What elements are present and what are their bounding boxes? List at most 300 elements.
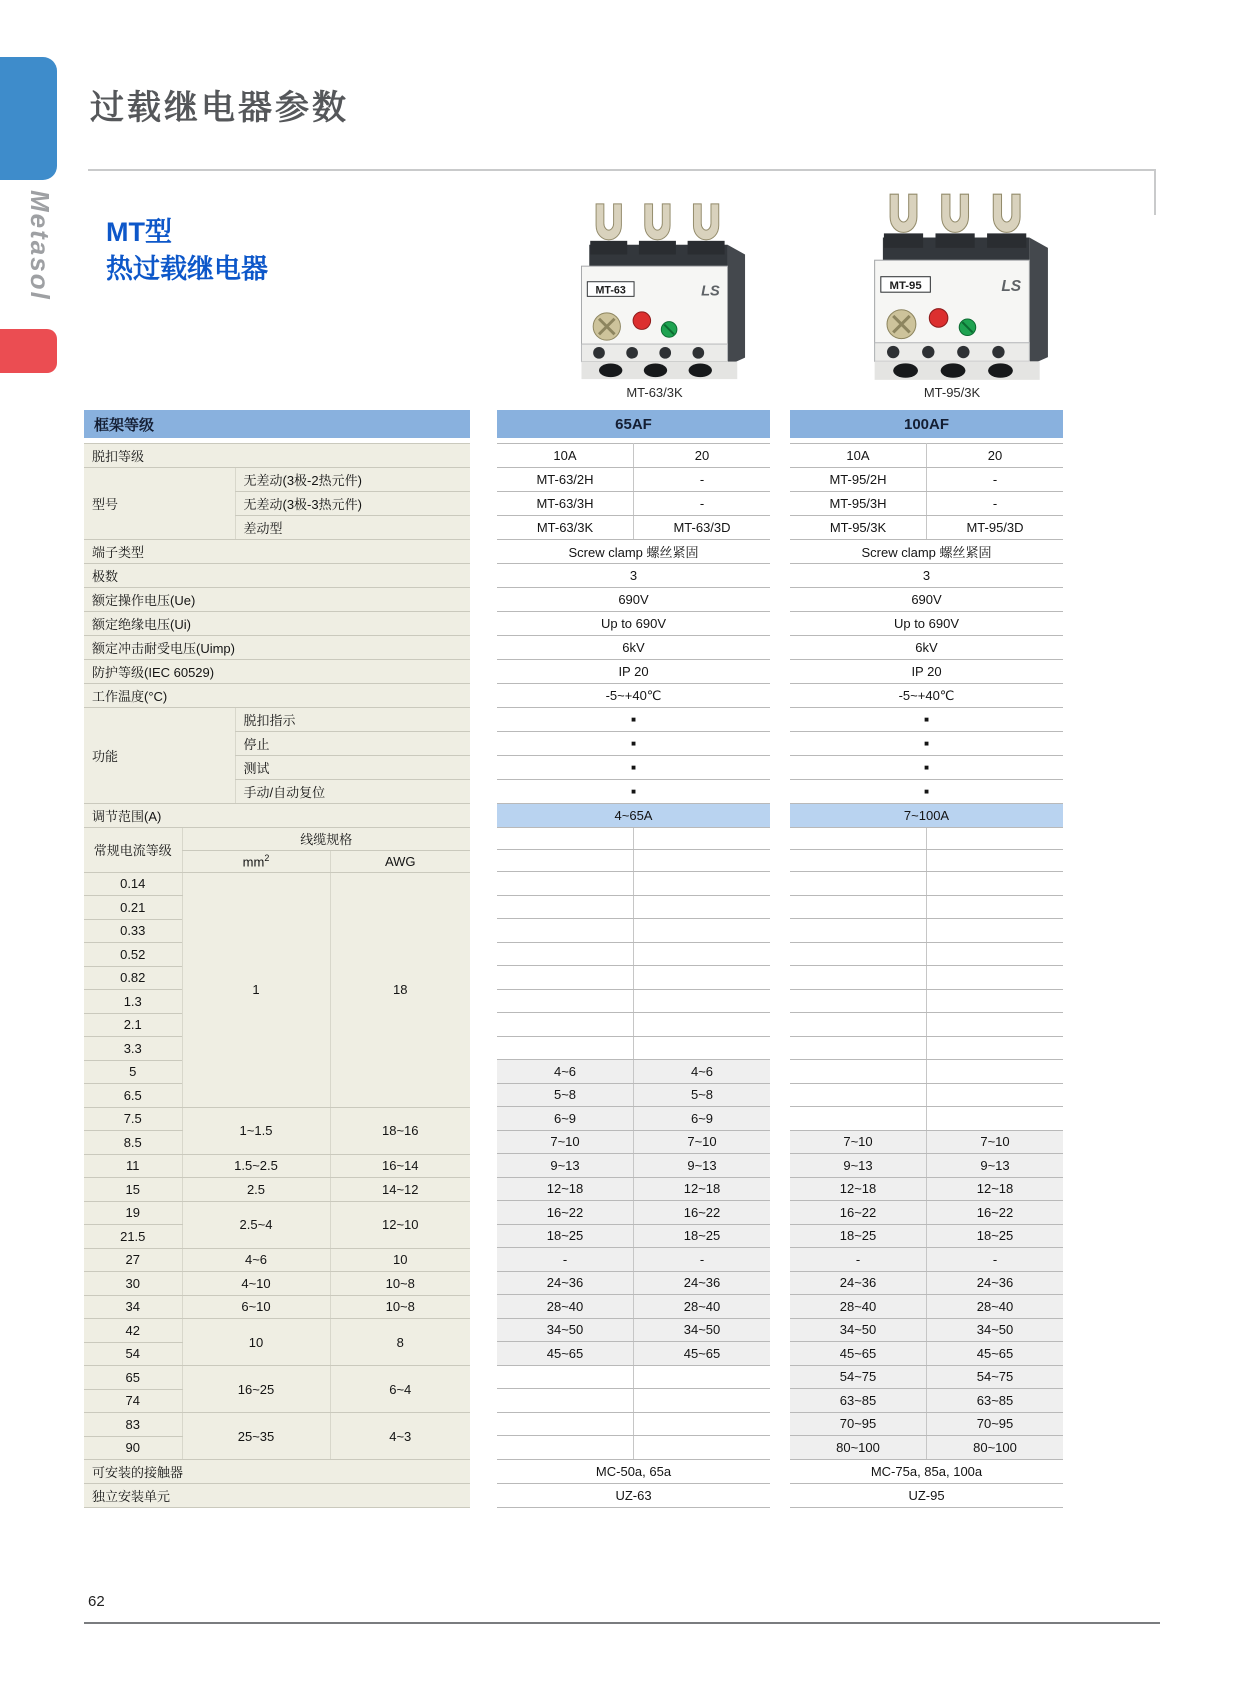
value-cell: 9~13 — [790, 1154, 927, 1178]
value-cell: MT-95/3D — [927, 516, 1064, 540]
value-cell: - — [790, 1248, 927, 1272]
empty-cell — [790, 828, 927, 850]
table-row — [497, 516, 770, 540]
value-cell: 28~40 — [927, 1295, 1064, 1319]
title-rule — [88, 169, 1156, 171]
value-cell — [927, 1083, 1064, 1107]
value-cell: 10A — [790, 444, 927, 468]
current-class-cell: 15 — [84, 1178, 182, 1202]
table-row — [84, 468, 470, 492]
section-heading-line2: 热过载继电器 — [106, 254, 268, 284]
value-cell: 5~8 — [497, 1083, 634, 1107]
table-row — [84, 1460, 470, 1484]
table-row — [497, 1013, 770, 1037]
value-cell: 20 — [634, 444, 771, 468]
value-cell — [927, 919, 1064, 943]
table-row — [790, 989, 1063, 1013]
spec-sub-cell: 手动/自动复位 — [235, 780, 470, 804]
value-cell — [790, 872, 927, 896]
empty-cell — [634, 850, 771, 872]
table-row — [84, 828, 470, 850]
value-cell — [790, 1060, 927, 1084]
value-cell: 28~40 — [497, 1295, 634, 1319]
table-row — [790, 1271, 1063, 1295]
table-row — [790, 540, 1063, 564]
range-cell: 7~100A — [790, 804, 1063, 828]
table-row — [497, 1436, 770, 1460]
spec-label-cell: 极数 — [84, 564, 470, 588]
value-cell: 34~50 — [790, 1318, 927, 1342]
value-cell: 7~10 — [634, 1130, 771, 1154]
value-cell: IP 20 — [497, 660, 770, 684]
table-row — [790, 444, 1063, 468]
title-rule-corner — [1154, 169, 1156, 215]
value-cell: 16~22 — [634, 1201, 771, 1225]
value-cell: 45~65 — [497, 1342, 634, 1366]
table-row — [790, 612, 1063, 636]
table-row — [497, 1083, 770, 1107]
table-row — [497, 828, 770, 850]
value-cell — [634, 872, 771, 896]
table-row — [84, 1201, 470, 1225]
value-cell: 7~10 — [497, 1130, 634, 1154]
value-cell — [497, 942, 634, 966]
value-cell: ■ — [497, 756, 770, 780]
section-heading-line1: MT型 — [106, 217, 172, 247]
spec-label-cell: 防护等级(IEC 60529) — [84, 660, 470, 684]
value-cell — [790, 919, 927, 943]
table-row — [790, 1036, 1063, 1060]
value-cell: ■ — [497, 780, 770, 804]
wire-mm2-cell: 6~10 — [182, 1295, 330, 1319]
table-row — [497, 1389, 770, 1413]
table-row — [790, 1412, 1063, 1436]
spec-sub-cell: 测试 — [235, 756, 470, 780]
product-photo-mt95 — [842, 188, 1062, 384]
value-cell: Screw clamp 螺丝紧固 — [790, 540, 1063, 564]
current-class-cell: 5 — [84, 1060, 182, 1084]
value-cell — [634, 919, 771, 943]
value-cell — [634, 942, 771, 966]
table-row — [790, 1459, 1063, 1483]
value-cell: -5~+40℃ — [790, 684, 1063, 708]
value-cell: - — [927, 492, 1064, 516]
table-row — [790, 1083, 1063, 1107]
table-row — [790, 828, 1063, 850]
value-cell: 54~75 — [927, 1365, 1064, 1389]
value-cell — [497, 895, 634, 919]
table-row — [84, 1248, 470, 1272]
wire-awg-cell: 10~8 — [330, 1295, 470, 1319]
value-cell: Screw clamp 螺丝紧固 — [497, 540, 770, 564]
value-cell: 45~65 — [790, 1342, 927, 1366]
value-cell: 16~22 — [790, 1201, 927, 1225]
table-row — [84, 588, 470, 612]
footer-rule — [84, 1622, 1160, 1624]
footer-label-cell: 可安装的接触器 — [84, 1460, 470, 1484]
current-class-cell: 0.21 — [84, 896, 182, 920]
table-row — [84, 1154, 470, 1178]
current-class-cell: 7.5 — [84, 1107, 182, 1131]
value-cell — [634, 989, 771, 1013]
red-index-tab — [0, 329, 57, 373]
value-cell: 70~95 — [927, 1412, 1064, 1436]
current-class-cell: 21.5 — [84, 1225, 182, 1249]
wire-awg-cell: 16~14 — [330, 1154, 470, 1178]
value-cell — [497, 1365, 634, 1389]
value-cell — [634, 1436, 771, 1460]
table-row — [790, 1342, 1063, 1366]
table-row — [497, 804, 770, 828]
value-cell: 24~36 — [497, 1271, 634, 1295]
wire-mm2-cell: 4~10 — [182, 1272, 330, 1296]
spec-label-cell: 型号 — [84, 468, 235, 540]
table-row — [790, 872, 1063, 896]
value-cell — [927, 895, 1064, 919]
value-cell: ■ — [790, 780, 1063, 804]
footer-value-cell: UZ-95 — [790, 1483, 1063, 1507]
table-row — [790, 895, 1063, 919]
current-class-cell: 11 — [84, 1154, 182, 1178]
blue-index-tab — [0, 57, 57, 180]
table-row — [790, 1365, 1063, 1389]
table-row — [497, 612, 770, 636]
value-cell: Up to 690V — [790, 612, 1063, 636]
value-cell: ■ — [497, 708, 770, 732]
table-row — [497, 708, 770, 732]
value-cell — [497, 1036, 634, 1060]
table-row — [497, 1107, 770, 1131]
table-row — [497, 684, 770, 708]
wire-awg-cell: 8 — [330, 1319, 470, 1366]
spec-label-cell: 调节范围(A) — [84, 804, 470, 828]
value-cell: 18~25 — [790, 1224, 927, 1248]
value-cell: MT-95/3K — [790, 516, 927, 540]
spec-label-cell: 额定冲击耐受电压(Uimp) — [84, 636, 470, 660]
table-row — [497, 850, 770, 872]
value-cell: MT-63/3D — [634, 516, 771, 540]
empty-cell — [497, 828, 634, 850]
table-row — [790, 516, 1063, 540]
current-class-cell: 0.14 — [84, 872, 182, 896]
current-class-cell: 0.82 — [84, 966, 182, 990]
current-label-table — [84, 828, 470, 1508]
current-class-cell: 1.3 — [84, 990, 182, 1014]
value-cell: 6kV — [497, 636, 770, 660]
value-cell — [790, 966, 927, 990]
spec-label-cell: 端子类型 — [84, 540, 470, 564]
value-cell — [790, 1083, 927, 1107]
value-cell — [790, 1036, 927, 1060]
value-cell: 9~13 — [634, 1154, 771, 1178]
wire-mm2-cell: 4~6 — [182, 1248, 330, 1272]
table-row — [497, 1271, 770, 1295]
value-cell: - — [497, 1248, 634, 1272]
wire-awg-cell: 12~10 — [330, 1201, 470, 1248]
table-row — [790, 492, 1063, 516]
value-cell — [790, 1013, 927, 1037]
product-photo-mt63 — [552, 198, 757, 383]
value-cell: 4~6 — [634, 1060, 771, 1084]
table-row — [84, 1484, 470, 1508]
table-row — [84, 1319, 470, 1343]
table-row — [84, 564, 470, 588]
wire-awg-header: AWG — [330, 850, 470, 872]
wire-awg-cell: 4~3 — [330, 1413, 470, 1460]
value-cell: MT-63/3H — [497, 492, 634, 516]
value-cell — [634, 1036, 771, 1060]
value-cell: MT-95/2H — [790, 468, 927, 492]
value-cell: 20 — [927, 444, 1064, 468]
spec-label-cell: 额定操作电压(Ue) — [84, 588, 470, 612]
table-row — [497, 1201, 770, 1225]
value-cell: 80~100 — [790, 1436, 927, 1460]
current-class-cell: 0.52 — [84, 943, 182, 967]
value-cell: 80~100 — [927, 1436, 1064, 1460]
value-cell: MT-95/3H — [790, 492, 927, 516]
table-row — [790, 1248, 1063, 1272]
spec-sub-cell: 差动型 — [235, 516, 470, 540]
table-row — [497, 989, 770, 1013]
value-cell: 18~25 — [497, 1224, 634, 1248]
value-cell: 12~18 — [497, 1177, 634, 1201]
left-current-body — [84, 828, 470, 1508]
table-row — [790, 732, 1063, 756]
value-cell: 24~36 — [634, 1271, 771, 1295]
table-row — [790, 850, 1063, 872]
value-cell: 6~9 — [497, 1107, 634, 1131]
table-row — [497, 1342, 770, 1366]
value-cell — [790, 942, 927, 966]
wire-awg-cell: 18 — [330, 872, 470, 1107]
table-row — [790, 780, 1063, 804]
ls-logo: LS — [1001, 278, 1022, 296]
value-cell: ■ — [790, 708, 1063, 732]
value-cell: - — [927, 1248, 1064, 1272]
table-row — [497, 1177, 770, 1201]
wire-mm2-cell: 1~1.5 — [182, 1107, 330, 1154]
value-cell: 10A — [497, 444, 634, 468]
value-cell — [927, 872, 1064, 896]
value-cell — [634, 1389, 771, 1413]
value-cell: 9~13 — [497, 1154, 634, 1178]
value-cell — [497, 966, 634, 990]
table-row — [497, 1483, 770, 1507]
value-cell — [927, 1036, 1064, 1060]
spec-sub-cell: 停止 — [235, 732, 470, 756]
table-row — [790, 1201, 1063, 1225]
table-row — [790, 1318, 1063, 1342]
value-cell: 18~25 — [634, 1224, 771, 1248]
spec-label-cell: 脱扣等级 — [84, 444, 470, 468]
empty-cell — [927, 828, 1064, 850]
value-cell: 70~95 — [790, 1412, 927, 1436]
value-cell — [497, 919, 634, 943]
table-row — [497, 1154, 770, 1178]
table-row — [497, 756, 770, 780]
table-row — [790, 1130, 1063, 1154]
table-row — [790, 684, 1063, 708]
wire-awg-cell: 14~12 — [330, 1178, 470, 1202]
value-cell: 16~22 — [497, 1201, 634, 1225]
table-row — [497, 660, 770, 684]
value-cell: 18~25 — [927, 1224, 1064, 1248]
value-cell: ■ — [497, 732, 770, 756]
table-row — [84, 636, 470, 660]
value-cell — [790, 1107, 927, 1131]
value-cell: 690V — [497, 588, 770, 612]
value-cell — [497, 989, 634, 1013]
table-row — [84, 1366, 470, 1390]
table-row — [84, 708, 470, 732]
value-cell — [497, 1389, 634, 1413]
page-number: 62 — [88, 1593, 105, 1610]
table-row — [790, 942, 1063, 966]
value-cell: 3 — [497, 564, 770, 588]
wire-mm2-cell: 2.5 — [182, 1178, 330, 1202]
footer-value-cell: MC-50a, 65a — [497, 1459, 770, 1483]
table-row — [497, 444, 770, 468]
table-row — [84, 660, 470, 684]
table-row — [790, 1177, 1063, 1201]
current-class-cell: 8.5 — [84, 1131, 182, 1155]
value-cell: - — [927, 468, 1064, 492]
base-screws — [599, 364, 712, 378]
wire-awg-cell: 18~16 — [330, 1107, 470, 1154]
model-label-text: MT-95 — [889, 280, 922, 293]
table-row — [790, 660, 1063, 684]
product-caption-mt95: MT-95/3K — [923, 385, 981, 400]
value-cell: 9~13 — [927, 1154, 1064, 1178]
current-class-cell: 74 — [84, 1389, 182, 1413]
value-cell: 24~36 — [790, 1271, 927, 1295]
range-cell: 4~65A — [497, 804, 770, 828]
table-row — [84, 444, 470, 468]
table-row — [497, 780, 770, 804]
value-cell: 6~9 — [634, 1107, 771, 1131]
value-cell: MT-63/2H — [497, 468, 634, 492]
value-cell — [634, 966, 771, 990]
table-row — [497, 872, 770, 896]
value-cell: 28~40 — [634, 1295, 771, 1319]
table-row — [497, 1365, 770, 1389]
value-cell: Up to 690V — [497, 612, 770, 636]
table-row — [497, 1459, 770, 1483]
current-class-cell: 34 — [84, 1295, 182, 1319]
value-cell: 28~40 — [790, 1295, 927, 1319]
base-screws — [893, 363, 1013, 377]
spec-sub-cell: 无差动(3极-2热元件) — [235, 468, 470, 492]
value-cell — [927, 989, 1064, 1013]
col65-body — [497, 444, 770, 1508]
test-button-icon — [633, 312, 651, 330]
value-cell — [634, 895, 771, 919]
value-cell: ■ — [790, 732, 1063, 756]
table-row — [497, 919, 770, 943]
current-class-cell: 83 — [84, 1413, 182, 1437]
value-cell: IP 20 — [790, 660, 1063, 684]
table-row — [790, 636, 1063, 660]
value-cell: - — [634, 492, 771, 516]
col100-body — [790, 444, 1063, 1508]
current-class-cell: 65 — [84, 1366, 182, 1390]
value-cell: 63~85 — [927, 1389, 1064, 1413]
fork-terminal-icon — [884, 194, 1026, 248]
table-row — [790, 966, 1063, 990]
value-cell: 34~50 — [634, 1318, 771, 1342]
current-class-cell: 42 — [84, 1319, 182, 1343]
table-row — [790, 1060, 1063, 1084]
table-row — [497, 966, 770, 990]
empty-cell — [497, 850, 634, 872]
value-cell: 45~65 — [634, 1342, 771, 1366]
table-row — [497, 1036, 770, 1060]
table-row — [84, 684, 470, 708]
spec-label-cell: 额定绝缘电压(Ui) — [84, 612, 470, 636]
table-row — [790, 919, 1063, 943]
table-row — [84, 1295, 470, 1319]
current-class-cell: 19 — [84, 1201, 182, 1225]
current-class-cell: 2.1 — [84, 1013, 182, 1037]
empty-cell — [634, 828, 771, 850]
table-row — [84, 804, 470, 828]
table-row — [84, 1413, 470, 1437]
table-row — [84, 612, 470, 636]
footer-value-cell: UZ-63 — [497, 1483, 770, 1507]
spec-sub-cell: 脱扣指示 — [235, 708, 470, 732]
value-cell: ■ — [790, 756, 1063, 780]
value-cell: 7~10 — [927, 1130, 1064, 1154]
table-row — [497, 1130, 770, 1154]
wire-mm2-cell: 1.5~2.5 — [182, 1154, 330, 1178]
table-row — [497, 636, 770, 660]
section-heading — [106, 214, 268, 288]
table-row — [497, 1224, 770, 1248]
table-row — [790, 756, 1063, 780]
value-cell: 4~6 — [497, 1060, 634, 1084]
spec-label-cell: 工作温度(°C) — [84, 684, 470, 708]
value-cell — [927, 942, 1064, 966]
wire-awg-cell: 10 — [330, 1248, 470, 1272]
wire-mm2-cell: 25~35 — [182, 1413, 330, 1460]
table-row — [497, 1248, 770, 1272]
value-cell — [790, 989, 927, 1013]
current-class-cell: 6.5 — [84, 1084, 182, 1108]
table-row — [497, 564, 770, 588]
table-row — [84, 1107, 470, 1131]
footer-value-cell: MC-75a, 85a, 100a — [790, 1459, 1063, 1483]
table-row — [84, 540, 470, 564]
label-column-block — [84, 410, 470, 1508]
value-cell — [927, 1013, 1064, 1037]
value-cell — [634, 1013, 771, 1037]
value-cell — [790, 895, 927, 919]
table-row — [497, 942, 770, 966]
wire-awg-cell: 10~8 — [330, 1272, 470, 1296]
value-cell: 45~65 — [927, 1342, 1064, 1366]
wire-mm2-cell: 10 — [182, 1319, 330, 1366]
value-cell: -5~+40℃ — [497, 684, 770, 708]
table-row — [790, 564, 1063, 588]
table-row — [790, 1436, 1063, 1460]
column-100af-block — [790, 410, 1063, 1508]
wire-mm2-cell: 1 — [182, 872, 330, 1107]
value-cell — [497, 1013, 634, 1037]
relay-side-panel — [1029, 238, 1048, 366]
table-row — [497, 1295, 770, 1319]
table-row — [790, 1295, 1063, 1319]
table-row — [790, 1389, 1063, 1413]
